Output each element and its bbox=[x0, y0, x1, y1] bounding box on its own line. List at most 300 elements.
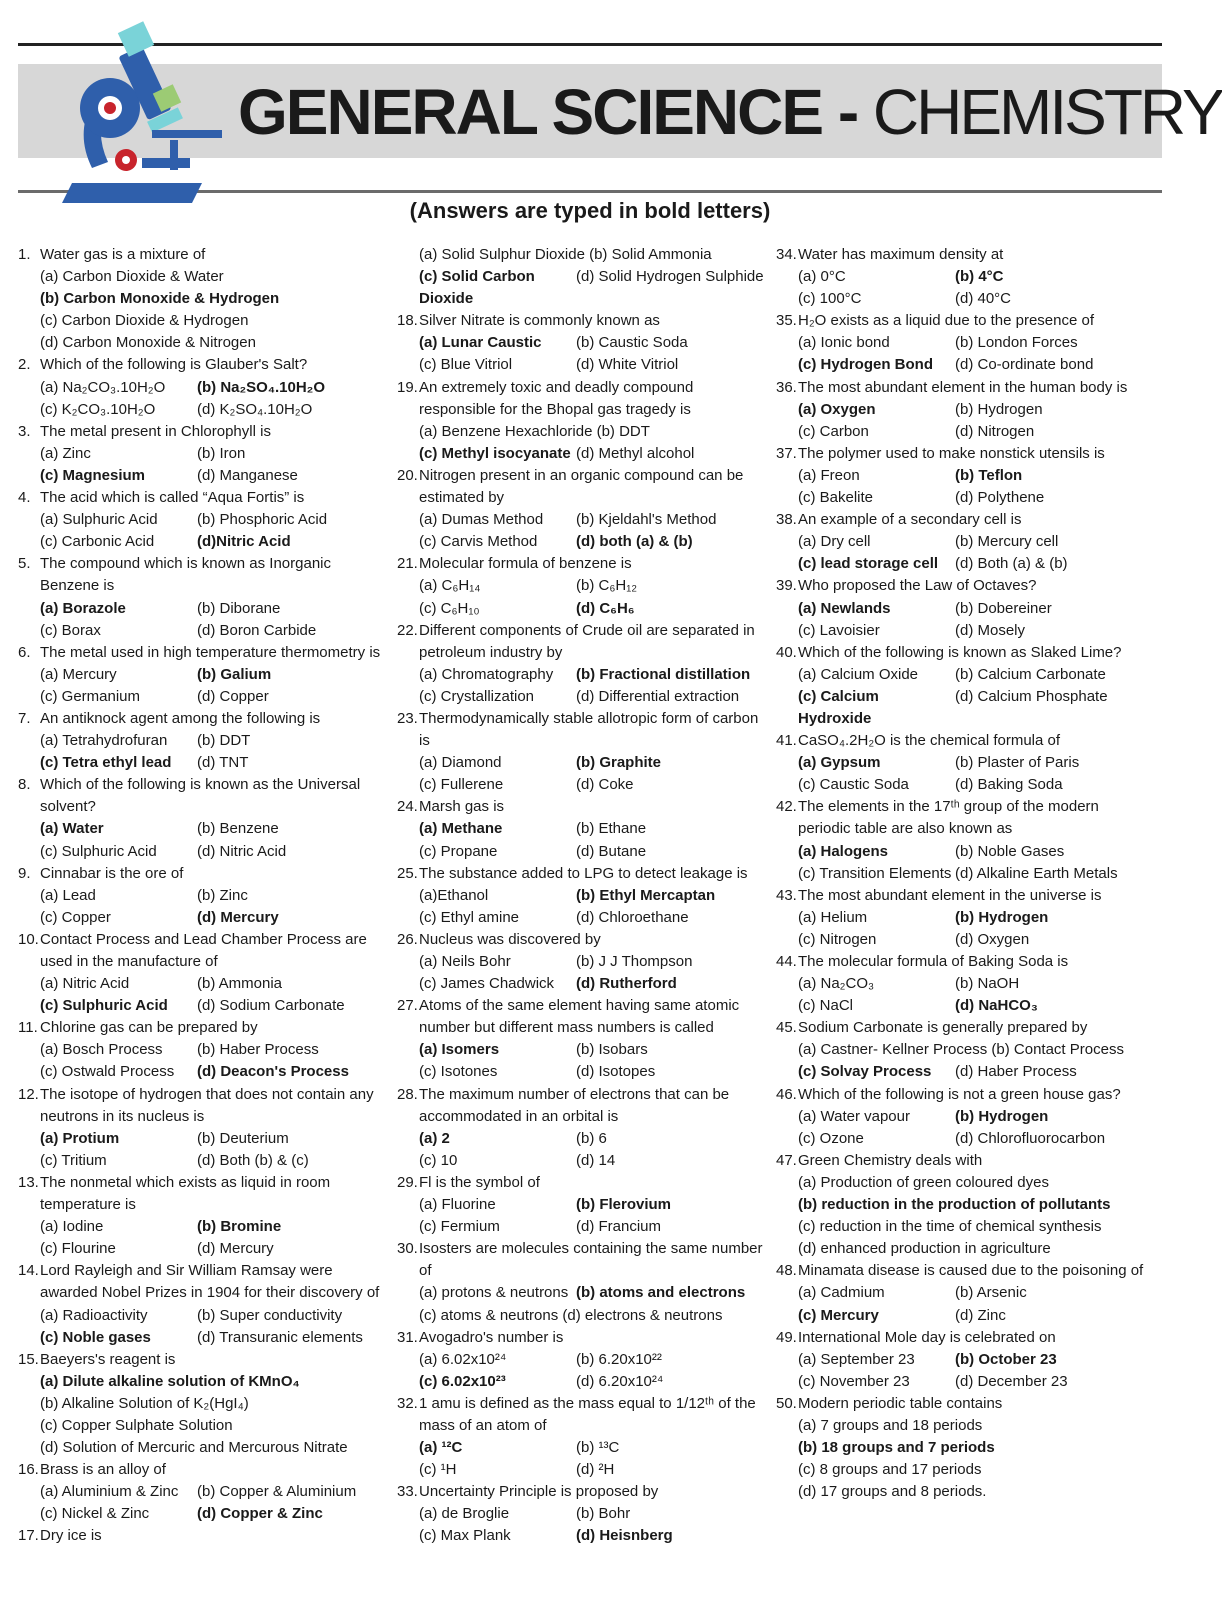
answer-option: (b) 4°C bbox=[955, 268, 1004, 286]
question-number: 26. bbox=[397, 930, 418, 948]
question-text: The most abundant element in the human body is bbox=[798, 378, 1128, 396]
option: (b) Benzene bbox=[197, 820, 279, 838]
question-number: 1. bbox=[18, 246, 31, 263]
options-grid bbox=[397, 752, 765, 796]
question-stem bbox=[776, 244, 1144, 266]
options-grid bbox=[776, 266, 1144, 310]
options-grid bbox=[397, 1128, 765, 1172]
question-text: Minamata disease is caused due to the poisoning of bbox=[798, 1262, 1144, 1280]
question-stem bbox=[18, 642, 386, 664]
option: (c) ¹H bbox=[419, 1461, 457, 1479]
answer-option: (b) Ethyl Mercaptan bbox=[576, 886, 716, 904]
options-grid bbox=[18, 1216, 386, 1260]
question-text: Water has maximum density at bbox=[798, 246, 1004, 263]
option: (c) Tritium bbox=[40, 1151, 107, 1169]
option: (b) J J Thompson bbox=[576, 953, 693, 970]
option: (a) Radioactivity bbox=[40, 1306, 148, 1324]
question-stem bbox=[18, 1172, 386, 1216]
option: (d) Transuranic elements bbox=[197, 1328, 363, 1346]
option: (c) Carbon bbox=[798, 422, 869, 440]
options-grid bbox=[18, 1039, 386, 1083]
option: (c) Borax bbox=[40, 621, 101, 639]
option: (d) ²H bbox=[576, 1461, 615, 1479]
option: (b) Arsenic bbox=[955, 1284, 1027, 1302]
answer-option: (c) Noble gases bbox=[40, 1328, 151, 1346]
answer-option: (d) C₆H₆ bbox=[576, 599, 635, 617]
answer-option: (a) Halogens bbox=[798, 842, 889, 860]
question-number: 36. bbox=[776, 378, 797, 396]
question-item bbox=[397, 1481, 765, 1547]
answer-option: (b) Graphite bbox=[576, 754, 661, 772]
option: (b) Plaster of Paris bbox=[955, 754, 1080, 772]
question-stem bbox=[397, 929, 765, 951]
question-number: 43. bbox=[776, 886, 797, 904]
options-grid bbox=[776, 531, 1144, 575]
question-item bbox=[397, 1172, 765, 1238]
question-number: 38. bbox=[776, 511, 797, 529]
question-stem bbox=[397, 995, 765, 1039]
options-grid bbox=[776, 664, 1144, 730]
question-text: Uncertainty Principle is proposed by bbox=[419, 1483, 659, 1501]
answer-option: (c) Mercury bbox=[798, 1306, 879, 1324]
option: (d) Haber Process bbox=[955, 1063, 1077, 1081]
option: (c) Isotones bbox=[419, 1063, 498, 1081]
question-text: An example of a secondary cell is bbox=[798, 511, 1022, 529]
question-item bbox=[397, 1238, 765, 1326]
question-text: The compound which is known as Inorganic Benzene is bbox=[40, 555, 331, 595]
question-text: Contact Process and Lead Chamber Process are used in the manufacture of bbox=[40, 930, 367, 970]
option: (a) Helium bbox=[798, 908, 868, 926]
question-text: The molecular formula of Baking Soda is bbox=[798, 953, 1069, 970]
option: (d) K₂SO₄.10H₂O bbox=[197, 400, 313, 418]
option: (c) Crystallization bbox=[419, 687, 535, 705]
options-grid bbox=[397, 1039, 765, 1083]
options-grid bbox=[397, 1349, 765, 1393]
options-grid bbox=[776, 752, 1144, 796]
option: (c) reduction in the time of chemical synthesis bbox=[798, 1218, 1102, 1236]
options-grid bbox=[776, 973, 1144, 1017]
question-text: Chlorine gas can be prepared by bbox=[40, 1019, 258, 1037]
option: (a) Ionic bond bbox=[798, 334, 890, 352]
question-item bbox=[18, 1260, 386, 1348]
option: (c) 100°C bbox=[798, 290, 862, 308]
option: (c) Copper Sulphate Solution bbox=[40, 1416, 233, 1434]
option: (d) December 23 bbox=[955, 1372, 1068, 1390]
question-stem bbox=[776, 796, 1144, 840]
option: (c) K₂CO₃.10H₂O bbox=[40, 400, 156, 418]
question-item bbox=[18, 487, 386, 553]
options-grid bbox=[18, 730, 386, 774]
question-stem bbox=[776, 509, 1144, 531]
option: (d) Differential extraction bbox=[576, 687, 740, 705]
question-number: 23. bbox=[397, 709, 418, 727]
question-item bbox=[776, 575, 1144, 641]
question-number: 22. bbox=[397, 621, 418, 639]
answer-option: (b) Hydrogen bbox=[955, 1107, 1049, 1125]
question-item bbox=[18, 1017, 386, 1083]
answer-option: (b) Bromine bbox=[197, 1218, 282, 1236]
question-stem bbox=[397, 310, 765, 332]
question-stem bbox=[776, 443, 1144, 465]
answer-option: (b) Fractional distillation bbox=[576, 665, 751, 683]
options-grid bbox=[776, 1172, 1144, 1260]
option: (b) Alkaline Solution of K₂(HgI₄) bbox=[40, 1394, 249, 1412]
option: (c) Carbonic Acid bbox=[40, 533, 155, 551]
option: (a) de Broglie bbox=[419, 1505, 510, 1523]
question-number: 17. bbox=[18, 1527, 39, 1545]
option: (c) Fullerene bbox=[419, 776, 504, 794]
option: (a) Production of green coloured dyes bbox=[798, 1173, 1049, 1191]
question-stem bbox=[397, 1393, 765, 1437]
answer-option: (d) Copper & Zinc bbox=[197, 1505, 323, 1523]
options-grid bbox=[397, 885, 765, 929]
option: (d) Copper bbox=[197, 687, 269, 705]
question-number: 7. bbox=[18, 709, 31, 727]
question-stem bbox=[18, 1459, 386, 1481]
question-stem bbox=[776, 1017, 1144, 1039]
option: (d) Alkaline Earth Metals bbox=[955, 864, 1118, 882]
question-stem bbox=[18, 929, 386, 973]
options-grid bbox=[397, 1282, 765, 1326]
answer-option: (c) Hydrogen Bond bbox=[798, 356, 933, 374]
question-stem bbox=[776, 1327, 1144, 1349]
question-text: An extremely toxic and deadly compound responsible for the Bhopal gas tragedy is bbox=[419, 378, 694, 418]
options-grid bbox=[18, 377, 386, 421]
answer-option: (a) 2 bbox=[419, 1129, 450, 1147]
option: (c) Max Plank bbox=[419, 1527, 511, 1545]
options-grid bbox=[18, 266, 386, 354]
option: (b) Zinc bbox=[197, 886, 248, 904]
question-number: 29. bbox=[397, 1173, 418, 1191]
option: (a) 7 groups and 18 periods bbox=[798, 1416, 983, 1434]
option: (a) C₆H₁₄ bbox=[419, 577, 481, 595]
question-text: International Mole day is celebrated on bbox=[798, 1328, 1056, 1346]
question-stem bbox=[18, 1349, 386, 1371]
option: (a) Fluorine bbox=[419, 1196, 496, 1214]
question-text: Green Chemistry deals with bbox=[798, 1151, 983, 1169]
option: (c) C₆H₁₀ bbox=[419, 599, 480, 617]
option: (d) 6.20x10²⁴ bbox=[576, 1372, 664, 1390]
option: (c) Carvis Method bbox=[419, 533, 538, 551]
options-grid bbox=[397, 1437, 765, 1481]
question-item bbox=[18, 1172, 386, 1260]
answer-option: (a) Lunar Caustic bbox=[419, 334, 542, 352]
option: (b) Super conductivity bbox=[197, 1306, 343, 1324]
option: (a) Diamond bbox=[419, 754, 502, 772]
option: (b) Iron bbox=[197, 444, 246, 462]
question-text: Avogadro's number is bbox=[419, 1328, 564, 1346]
option: (a) 0°C bbox=[798, 268, 846, 286]
question-stem bbox=[18, 1260, 386, 1304]
option: (a) Na₂CO₃ bbox=[798, 975, 875, 993]
question-text: The metal present in Chlorophyll is bbox=[40, 422, 271, 440]
option: (d) Solid Hydrogen Sulphide bbox=[576, 268, 764, 286]
question-item bbox=[18, 774, 386, 862]
options-grid bbox=[776, 1039, 1144, 1083]
options-grid bbox=[18, 664, 386, 708]
question-number: 39. bbox=[776, 577, 797, 595]
answer-option: (a) Water bbox=[40, 820, 104, 838]
answer-option: (b) Hydrogen bbox=[955, 908, 1049, 926]
option: (c) Fermium bbox=[419, 1218, 500, 1236]
answer-option: (a) ¹²C bbox=[419, 1439, 463, 1457]
option: (a) Na₂CO₃.10H₂O bbox=[40, 378, 166, 396]
question-item bbox=[776, 885, 1144, 951]
question-stem bbox=[397, 1481, 765, 1503]
question-item bbox=[397, 310, 765, 376]
question-text: Sodium Carbonate is generally prepared by bbox=[798, 1019, 1088, 1037]
option: (d) Coke bbox=[576, 776, 634, 794]
question-stem bbox=[397, 377, 765, 421]
option: (a) September 23 bbox=[798, 1350, 915, 1368]
question-item bbox=[18, 354, 386, 420]
question-number: 25. bbox=[397, 864, 418, 882]
option: (d) Chloroethane bbox=[576, 908, 689, 926]
question-item bbox=[18, 708, 386, 774]
question-number: 20. bbox=[397, 466, 418, 484]
question-item bbox=[18, 1525, 386, 1547]
option: (b) Caustic Soda bbox=[576, 334, 688, 352]
option: (a) Lead bbox=[40, 886, 96, 904]
options-grid bbox=[397, 332, 765, 376]
page-title bbox=[238, 76, 1222, 148]
question-text: Cinnabar is the ore of bbox=[40, 864, 184, 882]
option: (c) Transition Elements bbox=[798, 864, 952, 882]
option: (c) 10 bbox=[419, 1151, 458, 1169]
answer-option: (a) Borazole bbox=[40, 599, 126, 617]
answer-option: (b) Galium bbox=[197, 665, 272, 683]
option: (a) Dumas Method bbox=[419, 511, 544, 529]
option: (d) Francium bbox=[576, 1218, 662, 1236]
question-stem bbox=[397, 553, 765, 575]
option: (a) Zinc bbox=[40, 444, 91, 462]
options-grid bbox=[776, 399, 1144, 443]
answer-option: (c) Calcium Hydroxide bbox=[798, 687, 879, 727]
question-text: The acid which is called “Aqua Fortis” is bbox=[40, 489, 305, 507]
option: (c) Caustic Soda bbox=[798, 776, 909, 794]
option: (d) Co-ordinate bond bbox=[955, 356, 1094, 374]
microscope-icon bbox=[52, 18, 252, 203]
option: (d) Solution of Mercuric and Mercurous Nitrate bbox=[40, 1439, 348, 1457]
option: (a) Solid Sulphur Dioxide (b) Solid Ammonia bbox=[419, 246, 712, 263]
options-grid bbox=[18, 885, 386, 929]
option: (c) James Chadwick bbox=[419, 975, 555, 993]
question-text: The isotope of hydrogen that does not contain any neutrons in its nucleus is bbox=[40, 1085, 374, 1125]
question-text: Lord Rayleigh and Sir William Ramsay were awarded Nobel Prizes in 1904 for their discovery of bbox=[40, 1262, 380, 1302]
question-item bbox=[18, 1349, 386, 1459]
option: (a) Neils Bohr bbox=[419, 953, 511, 970]
options-grid bbox=[776, 1282, 1144, 1326]
question-number: 42. bbox=[776, 798, 797, 816]
option: (a) Mercury bbox=[40, 665, 117, 683]
option: (c) Blue Vitriol bbox=[419, 356, 513, 374]
answer-option: (a) Oxygen bbox=[798, 400, 876, 418]
options-grid bbox=[397, 509, 765, 553]
question-item bbox=[18, 1084, 386, 1172]
question-number: 33. bbox=[397, 1483, 418, 1501]
question-stem bbox=[397, 1084, 765, 1128]
question-number: 12. bbox=[18, 1085, 39, 1103]
question-item bbox=[776, 1260, 1144, 1326]
question-stem bbox=[397, 708, 765, 752]
question-number: 2. bbox=[18, 356, 31, 374]
option: (d) Zinc bbox=[955, 1306, 1006, 1324]
question-item bbox=[397, 377, 765, 465]
answer-option: (a) Methane bbox=[419, 820, 503, 838]
option: (a) Chromatography bbox=[419, 665, 554, 683]
question-text: Which of the following is Glauber's Salt? bbox=[40, 356, 308, 374]
question-number: 6. bbox=[18, 643, 31, 661]
question-text: Different components of Crude oil are separated in petroleum industry by bbox=[419, 621, 755, 661]
option: (c) Bakelite bbox=[798, 489, 874, 507]
answer-option: (a) Protium bbox=[40, 1129, 120, 1147]
question-item bbox=[18, 642, 386, 708]
answer-option: (b) October 23 bbox=[955, 1350, 1057, 1368]
option: (b) Hydrogen bbox=[955, 400, 1043, 418]
question-number: 27. bbox=[397, 997, 418, 1015]
option: (a) Aluminium & Zinc bbox=[40, 1483, 179, 1501]
option: (b) DDT bbox=[197, 732, 251, 750]
option: (c) NaCl bbox=[798, 997, 853, 1015]
answer-option: (b) Na₂SO₄.10H₂O bbox=[197, 378, 325, 396]
question-text: Which of the following is known as the Universal solvent? bbox=[40, 776, 361, 816]
question-number: 19. bbox=[397, 378, 418, 396]
question-text: The most abundant element in the universe is bbox=[798, 886, 1102, 904]
answer-option: (d) Mercury bbox=[197, 908, 279, 926]
option: (d) Baking Soda bbox=[955, 776, 1063, 794]
options-grid bbox=[776, 841, 1144, 885]
question-stem bbox=[18, 774, 386, 818]
option: (a) 6.02x10²⁴ bbox=[419, 1350, 507, 1368]
option: (d) Chlorofluorocarbon bbox=[955, 1129, 1106, 1147]
question-item bbox=[397, 1084, 765, 1172]
question-stem bbox=[18, 354, 386, 376]
option: (d) Both (b) & (c) bbox=[197, 1151, 309, 1169]
option: (b) Ethane bbox=[576, 820, 647, 838]
question-stem bbox=[18, 1084, 386, 1128]
question-number: 8. bbox=[18, 776, 31, 794]
option: (b) Copper & Aluminium bbox=[197, 1483, 357, 1501]
option: (b) Noble Gases bbox=[955, 842, 1065, 860]
question-stem bbox=[397, 465, 765, 509]
question-text: Silver Nitrate is commonly known as bbox=[419, 312, 660, 330]
answer-option: (d) Deacon's Process bbox=[197, 1063, 349, 1081]
answer-option: (a) Dilute alkaline solution of KMnO₄ bbox=[40, 1372, 300, 1390]
question-item bbox=[18, 929, 386, 1017]
question-item bbox=[776, 796, 1144, 884]
question-text: Molecular formula of benzene is bbox=[419, 555, 632, 573]
question-text: The nonmetal which exists as liquid in room temperature is bbox=[40, 1173, 331, 1214]
question-stem bbox=[18, 1017, 386, 1039]
option: (b) Kjeldahl's Method bbox=[576, 511, 717, 529]
question-number: 24. bbox=[397, 798, 418, 816]
question-number: 10. bbox=[18, 930, 39, 948]
answer-option: (b) Carbon Monoxide & Hydrogen bbox=[40, 290, 280, 308]
answer-option: (b) Flerovium bbox=[576, 1196, 672, 1214]
question-text: The elements in the 17ᵗʰ group of the modern periodic table are also known as bbox=[798, 798, 1099, 838]
question-stem bbox=[776, 1393, 1144, 1415]
question-item bbox=[18, 244, 386, 354]
question-text: Who proposed the Law of Octaves? bbox=[798, 577, 1037, 595]
question-number: 21. bbox=[397, 555, 418, 573]
answer-option: (b) atoms and electrons bbox=[576, 1284, 746, 1302]
options-grid bbox=[776, 598, 1144, 642]
option: (a) Water vapour bbox=[798, 1107, 910, 1125]
question-number: 13. bbox=[18, 1173, 39, 1191]
answer-option: (b) Teflon bbox=[955, 466, 1023, 484]
option: (a) Freon bbox=[798, 466, 860, 484]
question-column-2 bbox=[397, 244, 765, 1548]
question-number: 14. bbox=[18, 1262, 39, 1280]
answer-option: (a) Gypsum bbox=[798, 754, 881, 772]
question-number: 11. bbox=[18, 1019, 38, 1037]
option: (d) Mosely bbox=[955, 621, 1026, 639]
question-number: 44. bbox=[776, 953, 797, 970]
question-text: The maximum number of electrons that can be accommodated in an orbital is bbox=[419, 1085, 730, 1125]
options-grid bbox=[397, 818, 765, 862]
question-item bbox=[397, 1327, 765, 1393]
answer-option: (c) Magnesium bbox=[40, 466, 146, 484]
question-number: 34. bbox=[776, 246, 797, 263]
question-item bbox=[776, 1327, 1144, 1393]
options-grid bbox=[776, 465, 1144, 509]
option: (a) Benzene Hexachloride (b) DDT bbox=[419, 422, 650, 440]
question-text: 1 amu is defined as the mass equal to 1/12ᵗʰ of the mass of an atom of bbox=[419, 1394, 756, 1434]
option: (c) Nickel & Zinc bbox=[40, 1505, 150, 1523]
question-stem bbox=[18, 708, 386, 730]
question-stem bbox=[776, 951, 1144, 973]
options-grid bbox=[18, 818, 386, 862]
answer-option: (d)Nitric Acid bbox=[197, 533, 291, 551]
question-text: Marsh gas is bbox=[419, 798, 505, 816]
option: (c) Germanium bbox=[40, 687, 141, 705]
option: (d) Oxygen bbox=[955, 930, 1030, 948]
options-grid bbox=[18, 1128, 386, 1172]
question-stem bbox=[776, 575, 1144, 597]
question-text: Which of the following is known as Slaked Lime? bbox=[798, 643, 1122, 661]
option: (a) Cadmium bbox=[798, 1284, 885, 1302]
option: (c) Carbon Dioxide & Hydrogen bbox=[40, 312, 249, 330]
options-grid bbox=[18, 1305, 386, 1349]
option: (d) Sodium Carbonate bbox=[197, 997, 345, 1015]
question-item bbox=[397, 995, 765, 1083]
question-stem bbox=[18, 1525, 386, 1547]
question-column-1 bbox=[18, 244, 386, 1548]
title-light: CHEMISTRY bbox=[872, 76, 1222, 148]
question-item bbox=[397, 863, 765, 929]
option: (c) Nitrogen bbox=[798, 930, 877, 948]
options-grid bbox=[776, 907, 1144, 951]
answer-option: (d) both (a) & (b) bbox=[576, 533, 693, 551]
question-number: 50. bbox=[776, 1394, 797, 1412]
question-item bbox=[776, 1393, 1144, 1503]
option: (c) Ostwald Process bbox=[40, 1063, 175, 1081]
answer-note: (Answers are typed in bold letters) bbox=[409, 198, 771, 223]
question-number: 16. bbox=[18, 1461, 39, 1479]
question-stem bbox=[18, 421, 386, 443]
question-item bbox=[397, 929, 765, 995]
question-number: 5. bbox=[18, 555, 31, 573]
question-item bbox=[397, 708, 765, 796]
question-number: 40. bbox=[776, 643, 797, 661]
question-text: Baeyers's reagent is bbox=[40, 1350, 176, 1368]
question-text: Water gas is a mixture of bbox=[40, 246, 206, 263]
question-text: Nucleus was discovered by bbox=[419, 930, 601, 948]
option: (c) Lavoisier bbox=[798, 621, 880, 639]
question-item bbox=[776, 1150, 1144, 1260]
answer-option: (c) Solvay Process bbox=[798, 1063, 932, 1081]
option: (c) Copper bbox=[40, 908, 111, 926]
